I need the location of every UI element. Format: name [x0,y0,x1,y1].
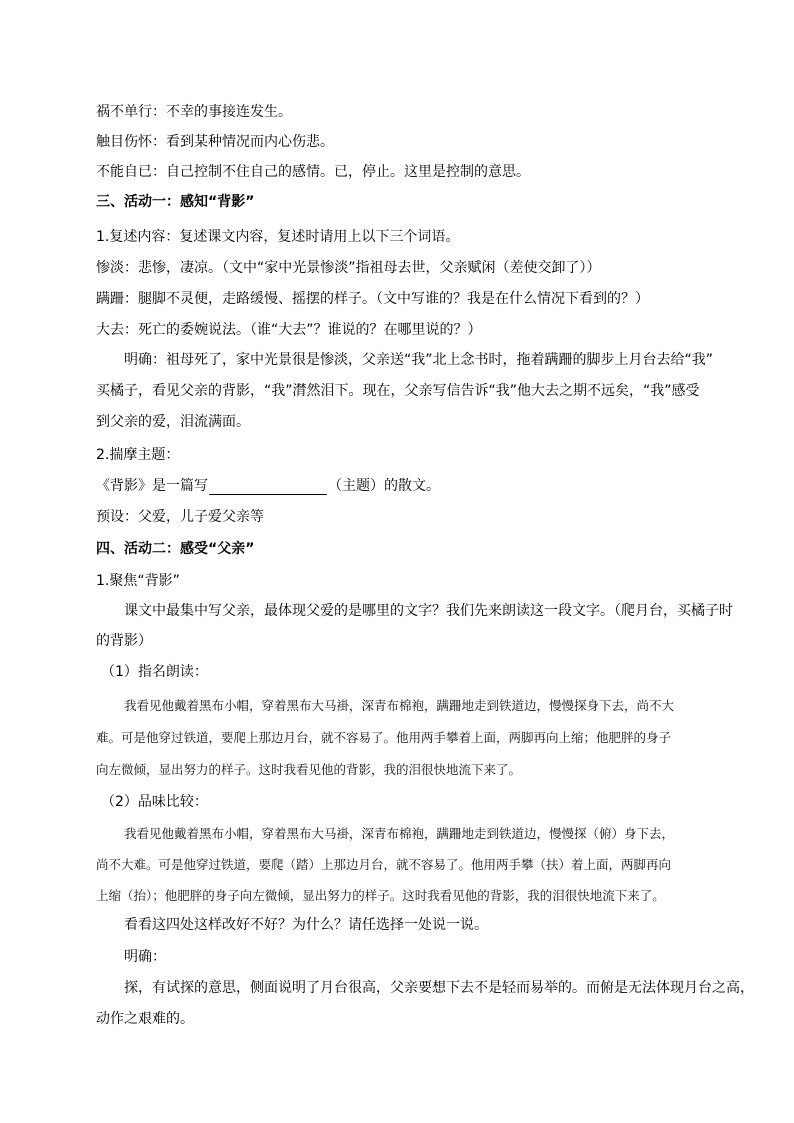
intro-line: 的背影） [96,633,152,649]
clarify-label: 明确： [124,949,166,965]
explanation-line: 探，有试探的意思，侧面说明了月台很高，父亲要想下去不是轻而易举的。而俯是无法体现月台之高， [124,980,754,996]
answer-line: 买橘子，看见父亲的背影，“我”潸然泪下。现在，父亲写信告诉“我”他大去之期不远矣，“我”感受 [96,383,700,399]
list-item: 1.复述内容：复述课文内容，复述时请用上以下三个词语。 [96,229,460,245]
vocab-line: 祸不单行：不幸的事接连发生。 [96,104,292,120]
word-definition: 蹒跚：腿脚不灵便，走路缓慢、摇摆的样子。（文中写谁的？我是在什么情况下看到的？） [96,291,649,307]
passage-line: 我看见他戴着黑布小帽，穿着黑布大马褂，深青布棉袍，蹒跚地走到铁道边，慢慢探身下去，尚不大 [124,698,675,713]
list-item: 1.聚焦“背影” [96,573,180,589]
passage-line: 向左微倾，显出努力的样子。这时我看见他的背影，我的泪很快地流下来了。 [96,762,522,777]
fill-blank-line [96,477,440,495]
passage-line: 尚不大难。可是他穿过铁道，要爬（踏）上那边月台，就不容易了。他用两手攀（扶）着上面，两脚再向 [96,857,672,872]
vocab-line: 触目伤怀：看到某种情况而内心伤悲。 [96,134,334,150]
section-heading: 三、活动一：感知“背影” [96,194,255,210]
intro-line: 课文中最集中写父亲，最体现父爱的是哪里的文字？我们先来朗读这一段文字。（爬月台，买橘子时 [124,603,733,619]
passage-line: 我看见他戴着黑布小帽，穿着黑布大马褂，深青布棉袍，蹒跚地走到铁道边，慢慢探（俯）身下去， [124,826,675,841]
subheading: （2）品味比较： [101,794,208,810]
passage-line: 上缩（抬）；他肥胖的身子向左微倾，显出努力的样子。这时我看见他的背影，我的泪很快地流下来了。 [96,888,665,903]
answer-blank[interactable] [209,480,327,495]
question-line: 看看这四处这样改好不好？为什么？请任选择一处说一说。 [124,917,488,933]
word-definition: 大去：死亡的委婉说法。（谁“大去”？谁说的？在哪里说的？） [96,322,482,338]
fill-blank-prefix: 《背影》是一篇写 [96,478,208,494]
subheading: （1）指名朗读： [101,664,208,680]
answer-line: 明确：祖母死了，家中光景很是惨淡，父亲送“我”北上念书时，拖着蹒跚的脚步上月台去给“我” [124,352,714,368]
passage-line: 难。可是他穿过铁道，要爬上那边月台，就不容易了。他用两手攀着上面，两脚再向上缩；他肥胖的身子 [96,730,672,745]
answer-line: 到父亲的爱，泪流满面。 [96,414,250,430]
list-item: 2.揣摩主题： [96,447,180,463]
section-heading: 四、活动二：感受“父亲” [96,541,255,557]
word-definition: 惨淡：悲惨，凄凉。（文中“家中光景惨淡”指祖母去世，父亲赋闲（差使交卸了）） [96,260,601,276]
explanation-line: 动作之艰难的。 [96,1011,194,1027]
fill-blank-suffix: （主题）的散文。 [328,478,440,494]
preset-answer: 预设：父爱，儿子爱父亲等 [96,509,264,525]
vocab-line: 不能自已：自己控制不住自己的感情。已，停止。这里是控制的意思。 [96,164,530,180]
